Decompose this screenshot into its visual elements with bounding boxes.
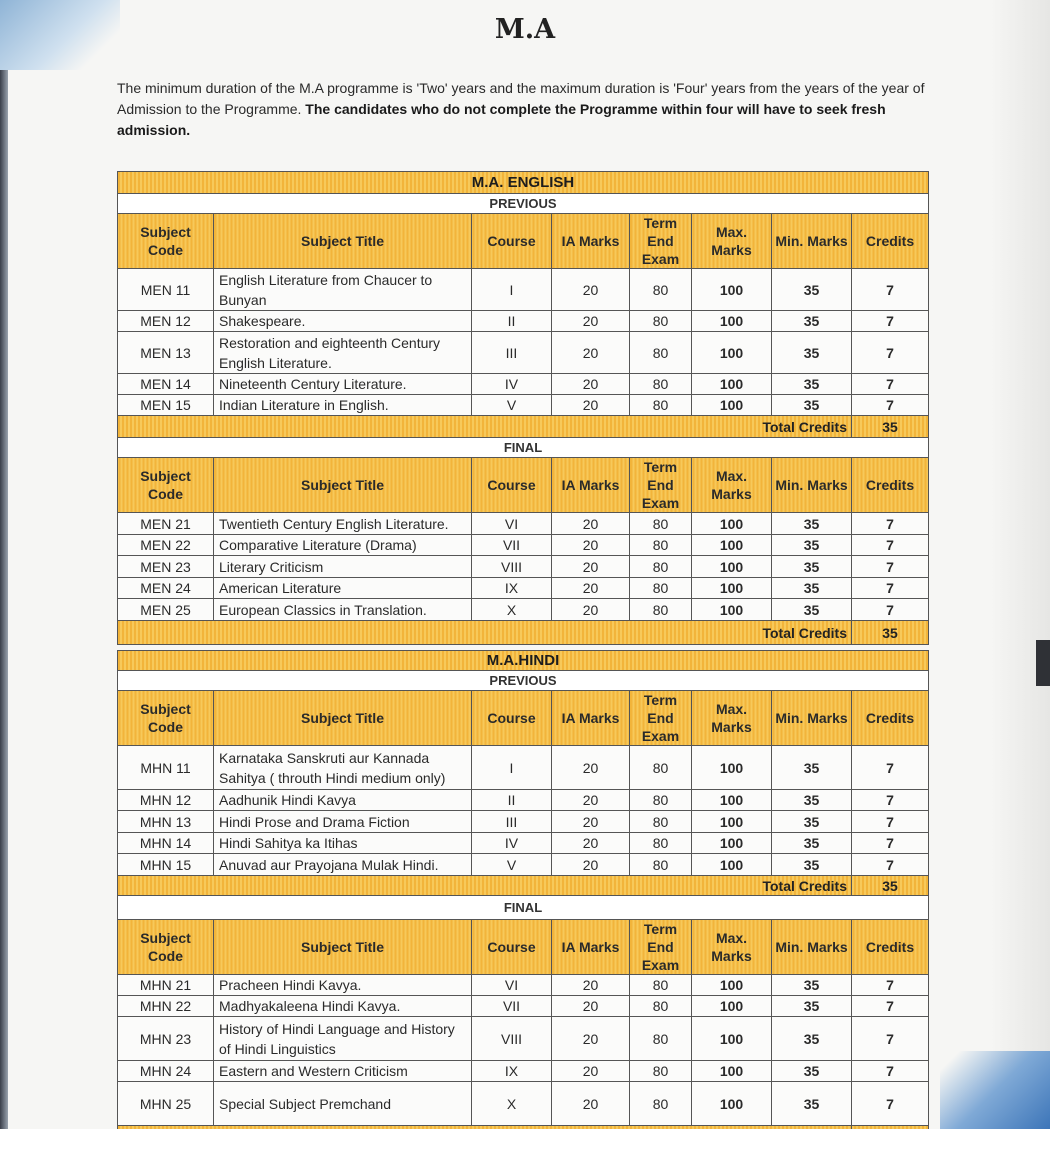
cell-max: 100 — [692, 311, 772, 332]
cell-course: VIII — [472, 1017, 552, 1061]
column-header-term: Term End Exam — [630, 458, 692, 513]
english-table — [117, 171, 929, 645]
cell-credits: 7 — [852, 833, 929, 854]
cell-title: Restoration and eighteenth Century English Literature. — [214, 332, 472, 374]
cell-ia: 20 — [552, 332, 630, 374]
cell-ia: 20 — [552, 395, 630, 416]
cell-ia: 20 — [552, 1061, 630, 1082]
cell-code: MEN 23 — [118, 556, 214, 578]
column-header-code: Subject Code — [118, 214, 214, 269]
column-header-title: Subject Title — [214, 920, 472, 975]
cell-ia: 20 — [552, 790, 630, 811]
total-credits-label: Total Credits — [118, 621, 852, 645]
column-header-max: Max. Marks — [692, 920, 772, 975]
cell-min: 35 — [772, 1082, 852, 1126]
cell-course: VII — [472, 996, 552, 1017]
cell-ia: 20 — [552, 996, 630, 1017]
column-header-min: Min. Marks — [772, 920, 852, 975]
cell-term: 80 — [630, 1061, 692, 1082]
cell-max: 100 — [692, 535, 772, 556]
table-row — [118, 332, 929, 374]
cell-title: English Literature from Chaucer to Bunyan — [214, 269, 472, 311]
cell-title: Nineteenth Century Literature. — [214, 374, 472, 395]
cell-title: Eastern and Western Criticism — [214, 1061, 472, 1082]
cell-credits: 7 — [852, 1017, 929, 1061]
column-header-row — [118, 458, 929, 513]
table-row — [118, 1017, 929, 1061]
column-header-max: Max. Marks — [692, 214, 772, 269]
cell-min: 35 — [772, 513, 852, 535]
cell-ia: 20 — [552, 578, 630, 599]
intro-paragraph — [117, 78, 937, 141]
cell-term: 80 — [630, 1082, 692, 1126]
cell-term: 80 — [630, 996, 692, 1017]
table-row — [118, 1082, 929, 1126]
column-header-course: Course — [472, 920, 552, 975]
cell-code: MEN 21 — [118, 513, 214, 535]
cell-max: 100 — [692, 854, 772, 876]
cell-term: 80 — [630, 311, 692, 332]
cell-code: MEN 15 — [118, 395, 214, 416]
total-credits-label: Total Credits — [118, 416, 852, 438]
table-row — [118, 790, 929, 811]
cell-max: 100 — [692, 1061, 772, 1082]
english-previous-label: PREVIOUS — [118, 194, 929, 214]
column-header-ia: IA Marks — [552, 920, 630, 975]
cell-credits: 7 — [852, 578, 929, 599]
cell-credits: 7 — [852, 996, 929, 1017]
cell-min: 35 — [772, 269, 852, 311]
cell-term: 80 — [630, 513, 692, 535]
english-previous-label-row — [118, 194, 929, 214]
cell-max: 100 — [692, 269, 772, 311]
page-bottom — [0, 1129, 1050, 1161]
cell-min: 35 — [772, 1017, 852, 1061]
cell-title: Madhyakaleena Hindi Kavya. — [214, 996, 472, 1017]
cell-min: 35 — [772, 854, 852, 876]
cell-code: MHN 15 — [118, 854, 214, 876]
column-header-min: Min. Marks — [772, 458, 852, 513]
cell-max: 100 — [692, 746, 772, 790]
column-header-credits: Credits — [852, 920, 929, 975]
cell-max: 100 — [692, 599, 772, 621]
cell-code: MHN 22 — [118, 996, 214, 1017]
cell-max: 100 — [692, 332, 772, 374]
cell-min: 35 — [772, 811, 852, 833]
cell-code: MHN 24 — [118, 1061, 214, 1082]
cell-title: Hindi Sahitya ka Itihas — [214, 833, 472, 854]
table-row — [118, 1061, 929, 1082]
cell-title: Anuvad aur Prayojana Mulak Hindi. — [214, 854, 472, 876]
cell-min: 35 — [772, 395, 852, 416]
cell-title: European Classics in Translation. — [214, 599, 472, 621]
cell-term: 80 — [630, 746, 692, 790]
table-row — [118, 811, 929, 833]
english-final-total-row — [118, 621, 929, 645]
cell-term: 80 — [630, 556, 692, 578]
cell-credits: 7 — [852, 395, 929, 416]
column-header-course: Course — [472, 691, 552, 746]
cell-course: X — [472, 599, 552, 621]
cell-term: 80 — [630, 1017, 692, 1061]
cell-max: 100 — [692, 578, 772, 599]
column-header-max: Max. Marks — [692, 458, 772, 513]
table-row — [118, 975, 929, 996]
cell-ia: 20 — [552, 746, 630, 790]
cell-term: 80 — [630, 578, 692, 599]
cell-min: 35 — [772, 833, 852, 854]
cell-title: Special Subject Premchand — [214, 1082, 472, 1126]
cell-min: 35 — [772, 1061, 852, 1082]
column-header-max: Max. Marks — [692, 691, 772, 746]
cell-min: 35 — [772, 535, 852, 556]
cell-course: VIII — [472, 556, 552, 578]
english-final-label-row — [118, 438, 929, 458]
cell-credits: 7 — [852, 1061, 929, 1082]
cell-title: Hindi Prose and Drama Fiction — [214, 811, 472, 833]
cell-term: 80 — [630, 811, 692, 833]
column-header-row — [118, 920, 929, 975]
column-header-credits: Credits — [852, 458, 929, 513]
cell-title: History of Hindi Language and History of Hindi Linguistics — [214, 1017, 472, 1061]
cell-code: MEN 24 — [118, 578, 214, 599]
cell-course: IV — [472, 374, 552, 395]
cell-max: 100 — [692, 975, 772, 996]
cell-code: MEN 25 — [118, 599, 214, 621]
cell-ia: 20 — [552, 1082, 630, 1126]
cell-course: IX — [472, 1061, 552, 1082]
cell-max: 100 — [692, 811, 772, 833]
cell-title: Pracheen Hindi Kavya. — [214, 975, 472, 996]
total-credits-value: 35 — [852, 876, 929, 896]
cell-credits: 7 — [852, 556, 929, 578]
cell-max: 100 — [692, 395, 772, 416]
table-row — [118, 833, 929, 854]
column-header-title: Subject Title — [214, 214, 472, 269]
hindi-previous-label: PREVIOUS — [118, 671, 929, 691]
cell-term: 80 — [630, 599, 692, 621]
cell-credits: 7 — [852, 599, 929, 621]
hindi-previous-total-row — [118, 876, 929, 896]
cell-credits: 7 — [852, 332, 929, 374]
hindi-heading-row — [118, 651, 929, 671]
page-title: M.A — [494, 14, 556, 45]
cell-title: American Literature — [214, 578, 472, 599]
table-row — [118, 854, 929, 876]
cell-credits: 7 — [852, 269, 929, 311]
cell-ia: 20 — [552, 556, 630, 578]
column-header-code: Subject Code — [118, 691, 214, 746]
table-row — [118, 269, 929, 311]
total-credits-value: 35 — [852, 416, 929, 438]
cell-credits: 7 — [852, 811, 929, 833]
cell-term: 80 — [630, 535, 692, 556]
cell-credits: 7 — [852, 311, 929, 332]
cell-min: 35 — [772, 599, 852, 621]
table-row — [118, 535, 929, 556]
column-header-term: Term End Exam — [630, 920, 692, 975]
column-header-course: Course — [472, 458, 552, 513]
column-header-code: Subject Code — [118, 458, 214, 513]
cell-code: MEN 11 — [118, 269, 214, 311]
cell-max: 100 — [692, 833, 772, 854]
column-header-ia: IA Marks — [552, 214, 630, 269]
intro-text: The minimum duration of the M.A programme is 'Two' years and the maximum duration is 'Four' years from the years of the year of Admission to the Programme. — [117, 80, 925, 117]
cell-code: MHN 14 — [118, 833, 214, 854]
cell-ia: 20 — [552, 833, 630, 854]
cell-code: MEN 12 — [118, 311, 214, 332]
cell-min: 35 — [772, 975, 852, 996]
cell-credits: 7 — [852, 746, 929, 790]
cell-code: MEN 22 — [118, 535, 214, 556]
cell-ia: 20 — [552, 811, 630, 833]
cell-code: MHN 23 — [118, 1017, 214, 1061]
cell-code: MHN 12 — [118, 790, 214, 811]
column-header-row — [118, 214, 929, 269]
total-credits-label: Total Credits — [118, 876, 852, 896]
cell-course: II — [472, 311, 552, 332]
cell-max: 100 — [692, 790, 772, 811]
cell-course: III — [472, 811, 552, 833]
cell-term: 80 — [630, 395, 692, 416]
cell-term: 80 — [630, 269, 692, 311]
cell-min: 35 — [772, 332, 852, 374]
cell-credits: 7 — [852, 513, 929, 535]
binding-edge — [1036, 640, 1050, 686]
english-previous-total-row — [118, 416, 929, 438]
cell-code: MHN 21 — [118, 975, 214, 996]
column-header-title: Subject Title — [214, 691, 472, 746]
cell-course: IV — [472, 833, 552, 854]
column-header-credits: Credits — [852, 691, 929, 746]
cell-ia: 20 — [552, 854, 630, 876]
column-header-term: Term End Exam — [630, 214, 692, 269]
cell-term: 80 — [630, 790, 692, 811]
page-shade — [990, 0, 1050, 1161]
cell-ia: 20 — [552, 1017, 630, 1061]
cell-course: I — [472, 746, 552, 790]
cell-ia: 20 — [552, 599, 630, 621]
column-header-credits: Credits — [852, 214, 929, 269]
hindi-table — [117, 650, 929, 1152]
table-row — [118, 996, 929, 1017]
cell-code: MHN 25 — [118, 1082, 214, 1126]
intro-bold-text: The candidates who do not complete the Programme within four will have to seek fresh admission. — [117, 101, 886, 138]
cell-ia: 20 — [552, 535, 630, 556]
cell-term: 80 — [630, 854, 692, 876]
cell-min: 35 — [772, 790, 852, 811]
cell-ia: 20 — [552, 374, 630, 395]
cell-max: 100 — [692, 1017, 772, 1061]
table-row — [118, 599, 929, 621]
cell-code: MEN 14 — [118, 374, 214, 395]
english-heading: M.A. ENGLISH — [118, 172, 929, 194]
cell-ia: 20 — [552, 513, 630, 535]
cell-course: VII — [472, 535, 552, 556]
cell-credits: 7 — [852, 854, 929, 876]
hindi-final-label-row — [118, 896, 929, 920]
cell-credits: 7 — [852, 790, 929, 811]
cell-min: 35 — [772, 746, 852, 790]
column-header-min: Min. Marks — [772, 691, 852, 746]
cell-course: II — [472, 790, 552, 811]
cell-term: 80 — [630, 374, 692, 395]
cell-credits: 7 — [852, 1082, 929, 1126]
cell-code: MEN 13 — [118, 332, 214, 374]
table-row — [118, 395, 929, 416]
cell-credits: 7 — [852, 975, 929, 996]
english-heading-row — [118, 172, 929, 194]
cell-course: V — [472, 395, 552, 416]
cell-term: 80 — [630, 975, 692, 996]
cell-ia: 20 — [552, 975, 630, 996]
cell-course: V — [472, 854, 552, 876]
column-header-ia: IA Marks — [552, 458, 630, 513]
cell-code: MHN 11 — [118, 746, 214, 790]
cell-title: Karnataka Sanskruti aur Kannada Sahitya ( throuth Hindi medium only) — [214, 746, 472, 790]
cell-min: 35 — [772, 578, 852, 599]
column-header-min: Min. Marks — [772, 214, 852, 269]
cell-course: I — [472, 269, 552, 311]
total-credits-value: 35 — [852, 621, 929, 645]
cell-title: Comparative Literature (Drama) — [214, 535, 472, 556]
cell-max: 100 — [692, 556, 772, 578]
cell-min: 35 — [772, 556, 852, 578]
cell-title: Literary Criticism — [214, 556, 472, 578]
cell-term: 80 — [630, 332, 692, 374]
cell-max: 100 — [692, 996, 772, 1017]
cell-ia: 20 — [552, 269, 630, 311]
table-row — [118, 556, 929, 578]
table-row — [118, 311, 929, 332]
table-row — [118, 746, 929, 790]
cell-title: Twentieth Century English Literature. — [214, 513, 472, 535]
cell-min: 35 — [772, 374, 852, 395]
column-header-title: Subject Title — [214, 458, 472, 513]
hindi-heading: M.A.HINDI — [118, 651, 929, 671]
english-final-label: FINAL — [118, 438, 929, 458]
column-header-row — [118, 691, 929, 746]
cell-course: X — [472, 1082, 552, 1126]
column-header-term: Term End Exam — [630, 691, 692, 746]
column-header-course: Course — [472, 214, 552, 269]
scan-edge — [0, 0, 8, 1161]
cell-course: VI — [472, 975, 552, 996]
cell-code: MHN 13 — [118, 811, 214, 833]
table-row — [118, 374, 929, 395]
cell-min: 35 — [772, 311, 852, 332]
cell-max: 100 — [692, 374, 772, 395]
cell-title: Indian Literature in English. — [214, 395, 472, 416]
column-header-ia: IA Marks — [552, 691, 630, 746]
table-row — [118, 513, 929, 535]
column-header-code: Subject Code — [118, 920, 214, 975]
hindi-final-label: FINAL — [118, 896, 929, 920]
cell-min: 35 — [772, 996, 852, 1017]
cell-max: 100 — [692, 1082, 772, 1126]
cell-title: Shakespeare. — [214, 311, 472, 332]
cell-title: Aadhunik Hindi Kavya — [214, 790, 472, 811]
cell-term: 80 — [630, 833, 692, 854]
cell-credits: 7 — [852, 374, 929, 395]
cell-max: 100 — [692, 513, 772, 535]
cell-course: VI — [472, 513, 552, 535]
cell-credits: 7 — [852, 535, 929, 556]
cell-course: III — [472, 332, 552, 374]
table-row — [118, 578, 929, 599]
decorative-corner-bottom — [940, 1051, 1050, 1131]
cell-ia: 20 — [552, 311, 630, 332]
hindi-previous-label-row — [118, 671, 929, 691]
cell-course: IX — [472, 578, 552, 599]
